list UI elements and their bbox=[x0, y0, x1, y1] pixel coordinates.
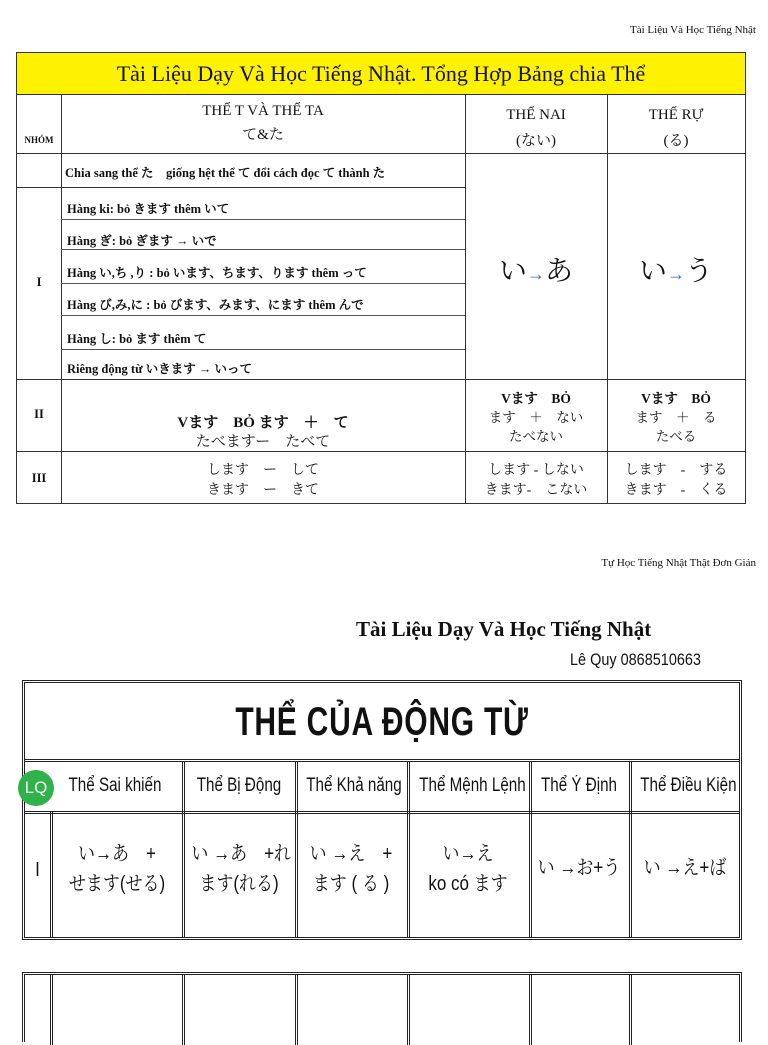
author-signature: Lê Quy 0868510663 bbox=[570, 650, 701, 669]
group-1-row-3: Hàng い,ち ,り : bỏ います、ちます、ります thêm って bbox=[67, 266, 367, 280]
group-2-ru-3: たべる bbox=[655, 429, 697, 444]
group-1-nai-rule: い→あ bbox=[498, 256, 574, 287]
group-2-nai-1: Vます BỎ bbox=[501, 391, 571, 406]
table-banner: Tài Liệu Dạy Và Học Tiếng Nhật. Tổng Hợp Bảng chia Thể bbox=[17, 53, 745, 95]
col-te-sub: て&た bbox=[242, 127, 284, 143]
col-ru-sub: (る) bbox=[663, 133, 689, 149]
group-2-label: II bbox=[34, 407, 44, 421]
row-1-conditional: い →え+ば bbox=[643, 857, 727, 879]
header-imperative: Thể Mệnh Lệnh bbox=[419, 775, 526, 796]
group-3-ru-2: きます - くる bbox=[624, 483, 728, 498]
intro-row: Chia sang thể た giống hệt thể て đổi cách đọc て thành た bbox=[65, 166, 386, 180]
header-causative: Thể Sai khiến bbox=[68, 775, 162, 796]
col-nai-sub: (ない) bbox=[516, 133, 556, 149]
group-3-nai-1: します - しない bbox=[488, 463, 584, 478]
verb-forms-title: THỂ CỦA ĐỘNG TỪ bbox=[235, 700, 529, 744]
group-2-ru-1: Vます BỎ bbox=[641, 391, 711, 406]
group-2-te-1: Vます BỎ ます ＋ て bbox=[177, 415, 349, 431]
group-2-nai-3: たべない bbox=[509, 429, 563, 444]
group-1-row-2: Hàng ぎ: bỏ ぎます → いで bbox=[67, 234, 217, 248]
group-2-te-2: たべますー たべて bbox=[195, 434, 331, 450]
row-1-label: I bbox=[35, 859, 40, 881]
col-ru-title: THỂ RỰ bbox=[648, 107, 704, 123]
lq-badge: LQ bbox=[18, 770, 54, 806]
group-1-row-6: Riêng động từ いきます → いって bbox=[67, 362, 252, 376]
group-3-te-1: します ー して bbox=[207, 463, 319, 478]
arrow-right-icon: → bbox=[667, 264, 685, 284]
group-3-label: III bbox=[31, 471, 47, 485]
group-3-ru-1: します - する bbox=[624, 463, 728, 478]
group-1-row-4: Hàng び,み,に : bỏ びます、みます、にます thêm んで bbox=[67, 298, 364, 312]
group-3-nai-2: きます- こない bbox=[484, 483, 588, 498]
header-conditional: Thể Điều Kiện bbox=[640, 775, 737, 796]
header-volitional: Thể Ý Định bbox=[540, 775, 618, 796]
col-te-title: THỂ T VÀ THỂ TA bbox=[202, 103, 324, 119]
group-2-nai-2: ます ＋ ない bbox=[488, 410, 584, 425]
section-2-title: Tài Liệu Dạy Và Học Tiếng Nhật bbox=[356, 617, 652, 641]
group-1-label: I bbox=[36, 275, 42, 289]
col-nai-title: THỂ NAI bbox=[506, 107, 566, 123]
row-1-imperative: い→え ko có ます bbox=[428, 843, 508, 895]
group-1-row-1: Hàng ki: bỏ きます thêm いて bbox=[67, 202, 230, 216]
arrow-right-icon: → bbox=[527, 264, 545, 284]
conjugation-table bbox=[16, 52, 746, 504]
page-header-top: Tài Liệu Và Học Tiếng Nhật bbox=[630, 24, 756, 36]
verb-forms-table bbox=[22, 680, 742, 940]
header-passive: Thể Bị Động bbox=[196, 775, 282, 796]
row-1-potential: い →え + ます ( る ) bbox=[309, 843, 393, 895]
col-nhom: NHÓM bbox=[24, 135, 54, 145]
page-header-mid: Tự Học Tiếng Nhật Thật Đơn Giản bbox=[601, 557, 756, 569]
row-1-passive: い →あ +れ ます(れる) bbox=[191, 843, 292, 895]
group-2-ru-2: ます ＋ る bbox=[635, 410, 717, 425]
verb-forms-table-2 bbox=[22, 972, 742, 1042]
group-1-ru-rule: い→う bbox=[638, 256, 714, 287]
row-1-causative: い→あ + せます(せる) bbox=[68, 843, 166, 895]
row-1-volitional: い →お+う bbox=[537, 857, 621, 879]
group-3-te-2: きます ー きて bbox=[207, 483, 319, 498]
header-potential: Thể Khả năng bbox=[306, 775, 402, 796]
group-1-row-5: Hàng し: bỏ ます thêm て bbox=[67, 332, 207, 346]
